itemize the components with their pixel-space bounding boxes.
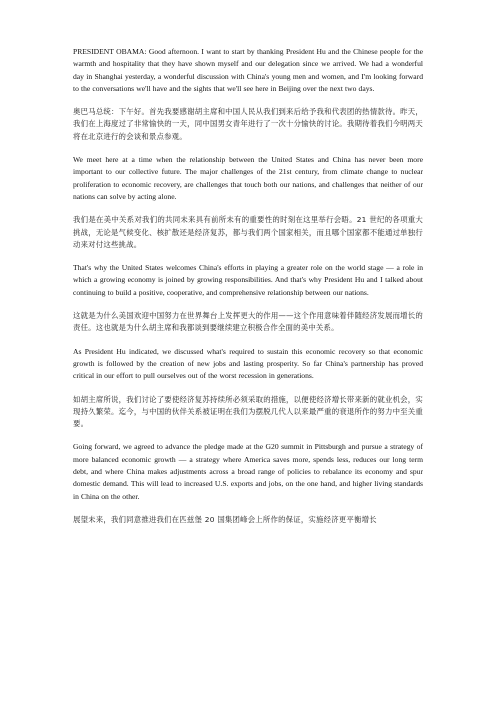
- paragraph-en-2: We meet here at a time when the relationship between the United States and China has never been more important to our collective future. The major challenges of the 21st century, from climate change to nuclear proliferation to economic recovery, are challenges that touch both our nations, and challenges that neither of our nations can solve by acting alone.: [73, 155, 423, 201]
- paragraph-en-5: Going forward, we agreed to advance the pledge made at the G20 summit in Pittsburgh and pursue a strategy of more balanced economic growth — a strategy where America saves more, spends less, reduces our long term debt, and where China makes adjustments across a broad range of policies to rebalance its economy and spur domestic demand. This will lead to increased U.S. exports and jobs, on the one hand, and higher living standards in China on the other.: [73, 442, 423, 501]
- paragraph-zh-4: 如胡主席所说，我们讨论了要使经济复苏持续所必须采取的措施，以便使经济增长带来新的就业机会，实现持久繁荣。迄今，与中国的伙伴关系被证明在我们为摆脱几代人以来最严重的衰退所作的努力中至关重要。: [73, 394, 423, 429]
- paragraph-zh-3: 这就是为什么美国欢迎中国努力在世界舞台上发挥更大的作用——这个作用意味着伴随经济发展而增长的责任。这也就是为什么胡主席和我都谈到要继续建立积极合作全面的美中关系。: [73, 311, 423, 333]
- paragraph-zh-2: 我们是在美中关系对我们的共同未来具有前所未有的重要性的时刻在这里举行会晤。21 世纪的各项重大挑战，无论是气候变化、核扩散还是经济复苏，都与我们两个国家相关，而且哪个国家都不能通过单独行动来对付这些挑战。: [73, 215, 423, 249]
- paragraph-en-4: As President Hu indicated, we discussed what's required to sustain this economic recovery so that economic growth is followed by the creation of new jobs and lasting prosperity. So far China's partnership has proved critical in our effort to pull ourselves out of the worst recession in generations.: [73, 346, 423, 381]
- paragraph-zh-5: 展望未来，我们同意推进我们在匹兹堡 20 国集团峰会上所作的保证，实施经济更平衡增长: [73, 514, 377, 524]
- document-page: [73, 46, 423, 537]
- paragraph-en-3: That's why the United States welcomes China's efforts in playing a greater role on the world stage — a role in which a growing economy is joined by growing responsibilities. And that's why President Hu and I talked about continuing to build a positive, cooperative, and comprehensive relationship between our nations.: [73, 263, 423, 297]
- paragraph-en-1: PRESIDENT OBAMA: Good afternoon. I want to start by thanking President Hu and the Chinese people for the warmth and hospitality that they have shown myself and our delegation since we arrived. We had a wonderful day in Shanghai yesterday, a wonderful discussion with China's young men and women, and I'm looking forward to the conversations we'll have and the sights that we'll see here in Beijing over the next two days.: [73, 47, 423, 93]
- paragraph-zh-1: 奥巴马总统：下午好。首先我要感谢胡主席和中国人民从我们到来后给予我和代表团的热情款待。昨天，我们在上海度过了非常愉快的一天，同中国男女青年进行了一次十分愉快的讨论。我期待着我们今明两天将在北京进行的会谈和景点参观。: [73, 107, 423, 141]
